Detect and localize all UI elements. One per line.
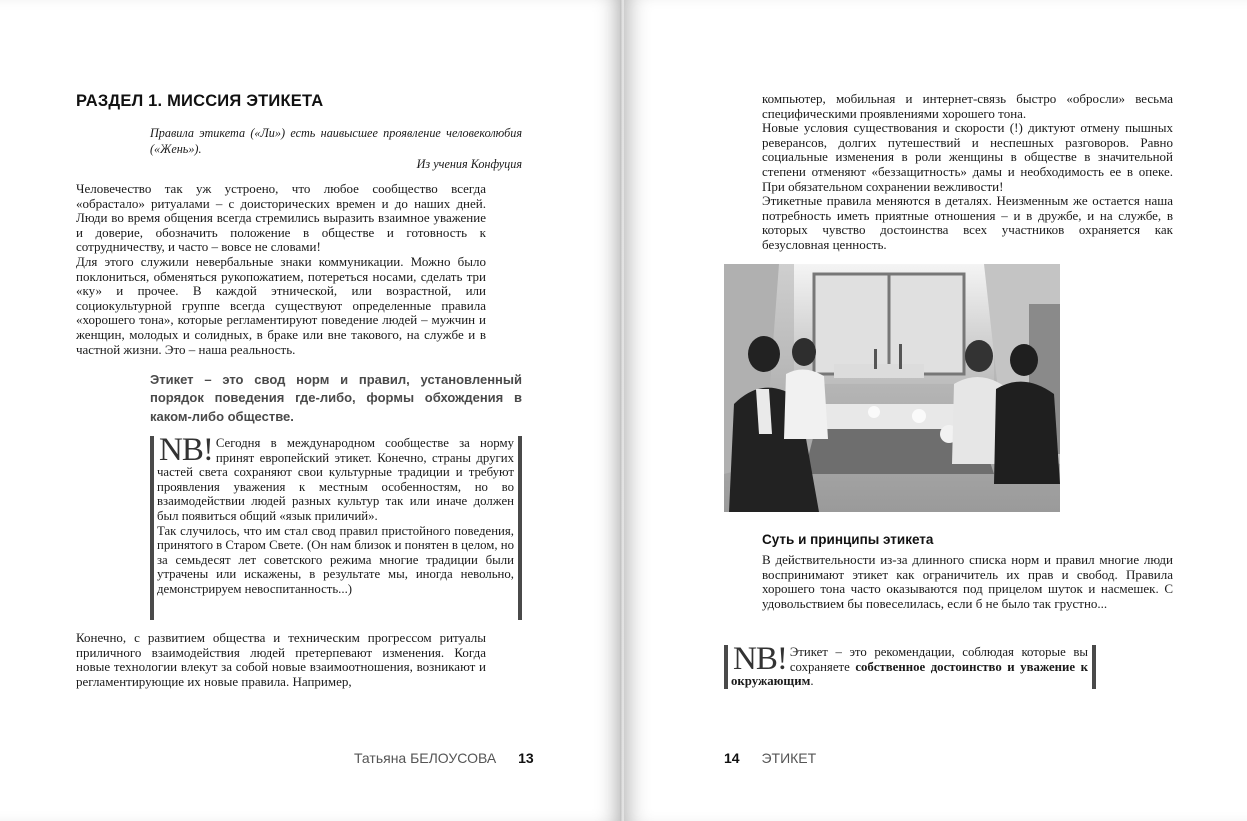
paragraph: Человечество так уж устроено, что любое сообщество всегда «обрастало» ритуалами – с доисторических времен и до наших дней. Люди во время общения всегда стремились выразить взаимное уважение и доверие, обозначить положение в обществе и готовность к сотрудничеству, и часто – вовсе не словами! — [76, 181, 486, 255]
paragraph: компьютер, мобильная и интернет-связь быстро «обросли» весьма специфическими проявлениями хорошего тона. — [762, 91, 1173, 121]
page-number: 13 — [518, 750, 534, 766]
left-page — [0, 0, 622, 821]
footer-title: ЭТИКЕТ — [761, 750, 817, 766]
nb-mark: NB! — [733, 641, 787, 677]
footer-author: Татьяна БЕЛОУСОВА — [354, 750, 497, 766]
right-footer — [724, 750, 816, 766]
epigraph — [150, 126, 522, 173]
paragraph: Новые условия существования и скорости (!) диктуют отмену пышных реверансов, долгих путешествий и неспешных разговоров. Равно социальные изменения в роли женщины в обществе в значительной степени отменяют «беззащитность» дамы и необходимость ее в опеке. При обязательном сохранении вежливости! — [762, 120, 1173, 194]
page-number: 14 — [724, 750, 740, 766]
principles-text — [762, 553, 1173, 611]
paragraph: В действительности из-за длинного списка норм и правил многие люди воспринимают этикет как ограничитель их прав и свобод. Правила хорошего тона часто оказываются под прицелом шуток и насмешек. С удовольствием бы повеселилась, если б не было так грустно... — [762, 552, 1173, 611]
left-footer — [354, 750, 534, 766]
subheading: Суть и принципы этикета — [762, 532, 934, 547]
nb-paragraph: Так случилось, что им стал свод правил пристойного поведения, принятого в Старом Свете. (Он нам близок и понятен в целом, но за семьдесят лет советского режима многие традиции были утрачены или искажены, в результате мы, иногда невольно, демонстрируем невоспитанность...) — [157, 523, 514, 596]
epigraph-source: Из учения Конфуция — [416, 157, 522, 171]
closing-text — [76, 631, 486, 689]
nb-text: Этикет – это рекомендации, соблюдая которые вы сохраняете — [789, 645, 1088, 674]
paragraph: Конечно, с развитием общества и техническим прогрессом ритуалы приличного взаимодействия людей претерпевают изменения. Когда новые технологии влекут за собой новые взаимоотношения, возникают и регламентирующие их новые правила. Например, — [76, 630, 486, 689]
nb-text-emphasis: собственное достоинство и уважение к окружающим — [731, 659, 1089, 689]
intro-text — [76, 182, 486, 357]
section-title: РАЗДЕЛ 1. МИССИЯ ЭТИКЕТА — [76, 92, 324, 110]
paragraph: Этикетные правила меняются в деталях. Неизменным же остается наша потребность иметь приятные отношения – и в дружбе, и на службе, в которых чувство достоинства всех участников охраняется как безусловная ценность. — [762, 193, 1173, 252]
nb-mark: NB! — [159, 432, 213, 468]
paragraph: Для этого служили невербальные знаки коммуникации. Можно было поклониться, обменяться рукопожатием, потереться носами, сделать три «ку» и прочее. В каждой этнической, или возрастной, или социокультурной группе всегда существуют определенные правила «хорошего тона», которые регламентируют поведение людей – мужчин и женщин, молодых и солидных, в браке или вне такового, на службе и в частной жизни. Это – наша реальность. — [76, 253, 486, 357]
nb-paragraph: Сегодня в международном сообществе за норму принят европейский этикет. Конечно, страны других частей света сохраняют свои культурные традиции и требуют проявления уважения к местным особенностям, но во взаимодействии людей разных культур так или иначе должен был появиться общий «язык приличий». — [157, 436, 514, 523]
definition-callout: Этикет – это свод норм и правил, установленный порядок поведения где-либо, формы обхождения в каком-либо обществе. — [150, 372, 522, 424]
nb-note-box — [150, 432, 522, 620]
nb-text-end: . — [810, 674, 814, 689]
continued-text — [762, 92, 1173, 253]
nb-note-box — [724, 641, 1096, 689]
restaurant-photo — [724, 264, 1060, 512]
right-page — [624, 0, 1247, 821]
epigraph-text: Правила этикета («Ли») есть наивысшее проявление человеколюбия («Жень»). — [150, 126, 522, 156]
